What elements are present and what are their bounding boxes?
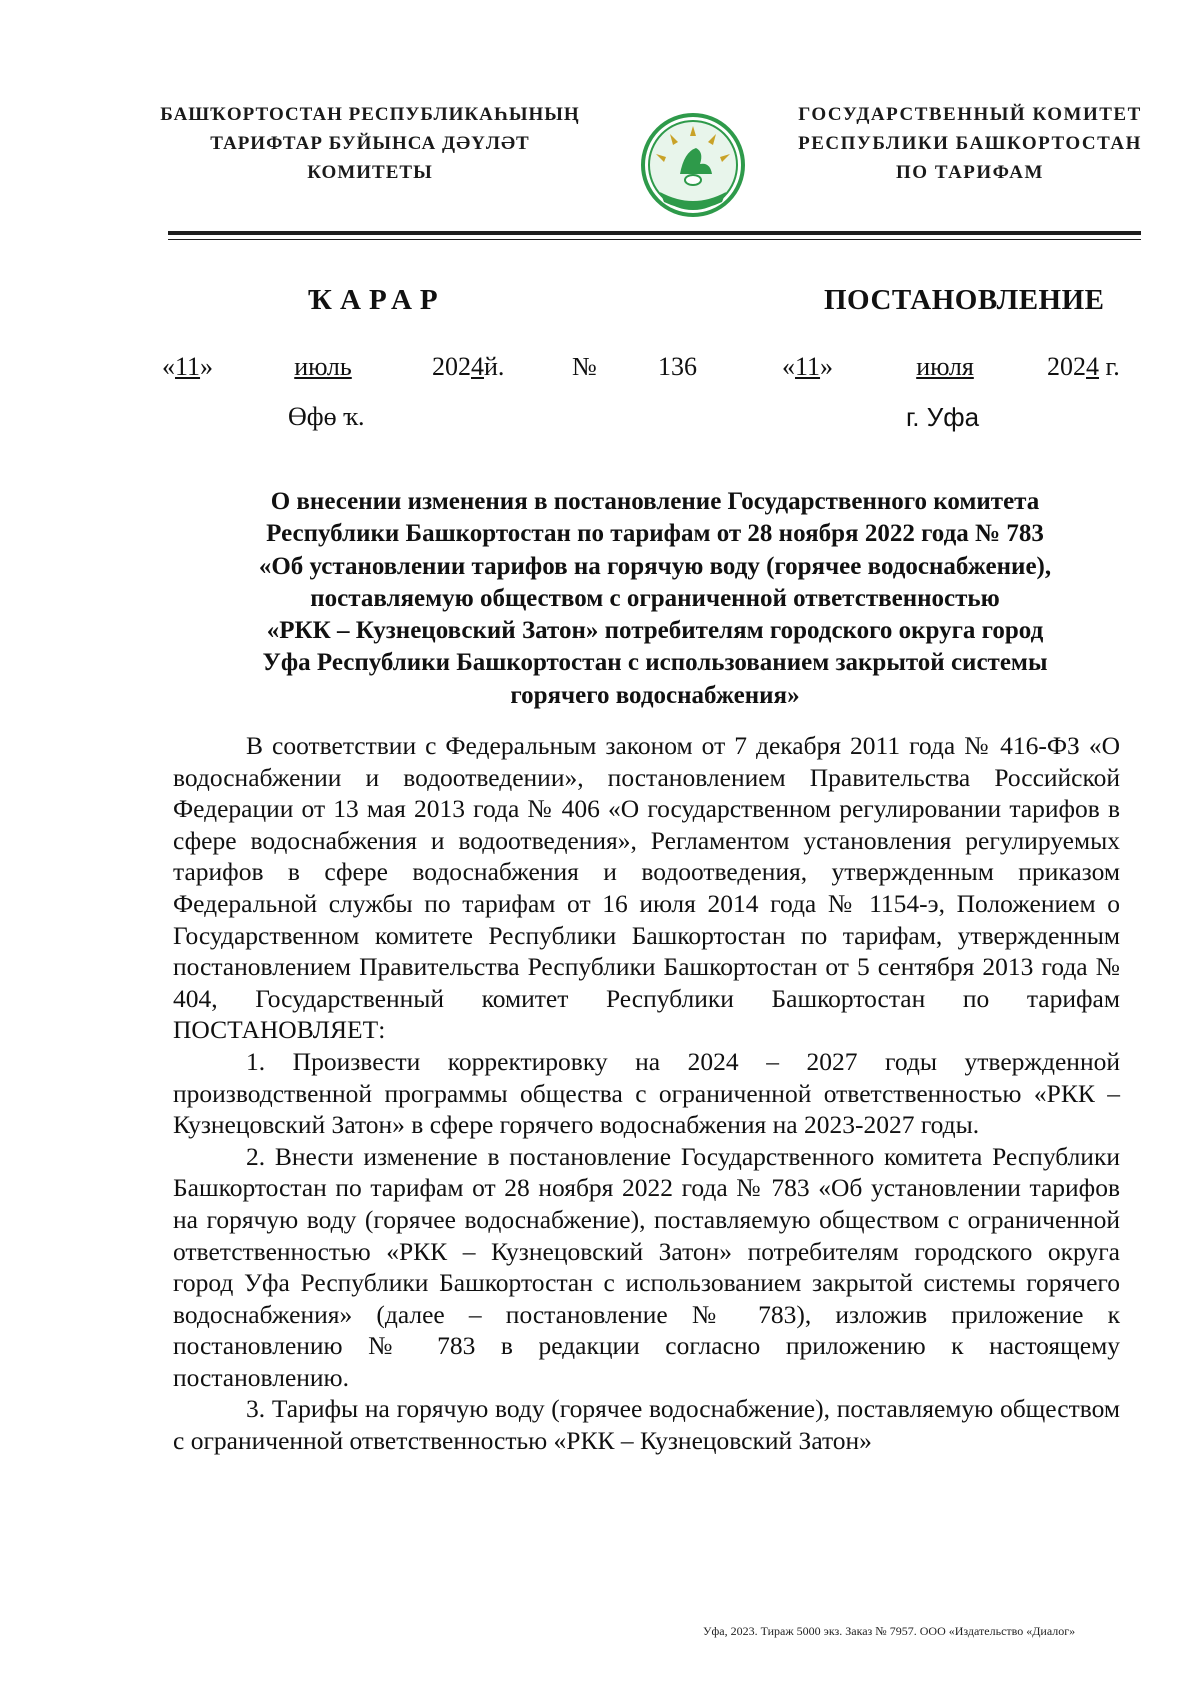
coat-of-arms-emblem-icon: [640, 112, 746, 218]
date-right-month: июля: [916, 352, 974, 381]
header-left-line: КОМИТЕТЫ: [307, 162, 433, 183]
postanovlenie-title: ПОСТАНОВЛЕНИЕ: [824, 284, 1105, 316]
date-left-open-quote: «: [162, 352, 175, 381]
date-left-year: [432, 350, 504, 384]
header-right-line: ГОСУДАРСТВЕННЫЙ КОМИТЕТ: [798, 104, 1142, 125]
header-left-block: [150, 100, 590, 187]
document-title-line: горячего водоснабжения»: [510, 681, 800, 709]
document-title-line: Республики Башкортостан по тарифам от 28 ноября 2022 года № 783: [266, 520, 1044, 548]
document-title-line: поставляемую обществом с ограниченной ответственностью: [310, 584, 1000, 612]
date-right-year-digit: 4: [1086, 352, 1099, 381]
date-left: [162, 350, 213, 384]
header-left-line: ТАРИФТАР БУЙЫНСА ДӘҮЛӘТ: [210, 133, 530, 154]
body-paragraph-item-2: 2. Внести изменение в постановление Государственного комитета Республики Башкортостан по тарифам от 28 ноября 2022 года № 783 «Об установлении тарифов на горячую воду (горячее водоснабжение), поставляемую обществом с ограниченной ответственностью «РКК – Кузнецовский Затон» потребителям городского округа город Уфа Республики Башкортостан с использованием закрытой системы горячего водоснабжения» (далее – постановление № 783), изложив приложение к постановлению № 783 в редакции согласно приложению к настоящему постановлению.: [173, 1141, 1120, 1392]
document-title-line: Уфа Республики Башкортостан с использованием закрытой системы: [262, 649, 1048, 677]
number-sign: №: [572, 352, 597, 381]
print-footer: Уфа, 2023. Тираж 5000 экз. Заказ № 7957. ООО «Издательство «Диалог»: [703, 1624, 1076, 1638]
header-right-line: РЕСПУБЛИКИ БАШКОРТОСТАН: [798, 133, 1142, 154]
date-right-close-quote: »: [820, 352, 834, 381]
karar-title: ҠАРАР: [308, 284, 446, 316]
document-title-line: «Об установлении тарифов на горячую воду (горячее водоснабжение),: [258, 552, 1052, 580]
date-left-year-digit: 4: [471, 352, 484, 381]
emblem-flower: [685, 175, 701, 185]
date-right-year-suffix: г.: [1105, 352, 1120, 381]
date-right: [782, 350, 833, 384]
date-left-close-quote: »: [200, 352, 214, 381]
place-right: г. Уфа: [906, 402, 980, 432]
document-body: [173, 730, 1120, 1457]
date-left-day: 11: [175, 352, 201, 381]
header-right-block: [780, 100, 1160, 187]
document-title-line: О внесении изменения в постановление Государственного комитета: [270, 488, 1040, 515]
header-divider-thick: [168, 231, 1141, 235]
document-title-line: «РКК – Кузнецовский Затон» потребителям городского округа город: [266, 617, 1044, 645]
header-left-line: БАШҠОРТОСТАН РЕСПУБЛИКАҺЫНЫҢ: [160, 104, 580, 125]
date-left-year-suffix: й.: [484, 352, 505, 381]
body-paragraph-preamble: В соответствии с Федеральным законом от 7 декабря 2011 года № 416-ФЗ «О водоснабжении и водоотведении», постановлением Правительства Российской Федерации от 13 мая 2013 года № 406 «О государственном регулировании тарифов в сфере водоснабжения и водоотведения», Регламентом установления регулируемых тарифов в сфере водоснабжения и водоотведения, утвержденным приказом Федеральной службы по тарифам от 16 июля 2014 года № 1154-э, Положением о Государственном комитете Республики Башкортостан по тарифам, утвержденным постановлением Правительства Республики Башкортостан от 5 сентября 2013 года № 404, Государственный комитет Республики Башкортостан по тарифам ПОСТАНОВЛЯЕТ:: [173, 731, 1120, 1045]
date-right-year-prefix: 202: [1047, 352, 1086, 381]
document-title: [175, 486, 1135, 712]
body-paragraph-item-3: 3. Тарифы на горячую воду (горячее водоснабжение), поставляемую обществом с ограниченной ответственностью «РКК – Кузнецовский Затон»: [173, 1394, 1120, 1456]
date-left-month: июль: [294, 352, 352, 381]
header-divider-thin: [168, 239, 1141, 240]
date-right-open-quote: «: [782, 352, 795, 381]
place-left: Өфө ҡ.: [288, 402, 365, 431]
body-paragraph-item-1: 1. Произвести корректировку на 2024 – 2027 годы утвержденной производственной программы общества с ограниченной ответственностью «РКК – Кузнецовский Затон» в сфере горячего водоснабжения на 2023-2027 годы.: [173, 1046, 1120, 1140]
date-right-year: [1047, 350, 1120, 384]
date-left-year-prefix: 202: [432, 352, 471, 381]
date-right-day: 11: [795, 352, 821, 381]
header-right-line: ПО ТАРИФАМ: [896, 162, 1044, 183]
number-value: 136: [658, 352, 697, 381]
